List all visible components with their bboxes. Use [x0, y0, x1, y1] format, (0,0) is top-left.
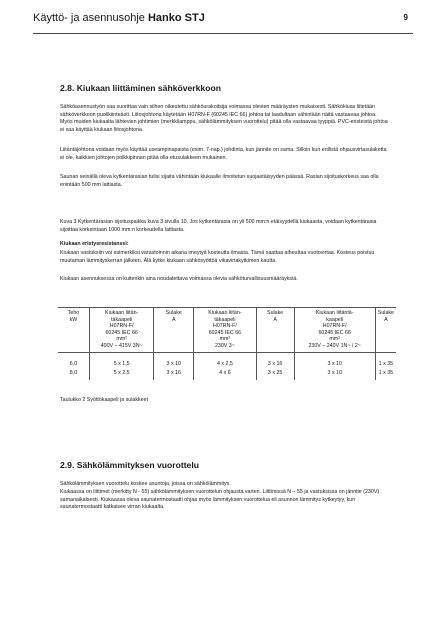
table-cell: 3 x 16	[256, 352, 294, 367]
header-fuse-400v: Sulake A	[154, 308, 194, 353]
paragraph-junction-box-location: Kuva 3 Kytkentärasian sijoituspaikka kuva 3 sivulla 10. Jos kytkentärasia on yli 500 mm:n etäisyydellä kiukaasta, voidaan kytkentärasia sijoittaa korkeintaan 1000 mm:n korkeudella lattiasta.	[60, 219, 377, 233]
paragraph-terminals: Kiukaassa on liittimet (merkitty N - 55) sähkölämmityksen vuorottelun ohjausta varten. Liittimissä N – 55 ja vastuksissa on jännite (230V) samanaikaisesti. Kiukaassa oleva saunatermostaatti ohjaa myös lämmityksen vuorottelua eli asunnon lämmitys kytkeytyy, kun saunatermostaatti katkaisee virran kiukaalta.	[60, 489, 380, 511]
header-cable-230v-3: Kiukaan liitän- täkaapeli H07RN-F/ 60245 IEC 66 mm² 230V 3~	[194, 308, 257, 353]
header-cable-400v: Kiukaan liitän- täkaapeli H07RN-F/ 60245 IEC 66 mm² 400V – 415V 3N~	[89, 308, 153, 353]
header-power: Teho kW	[58, 308, 89, 353]
table-header-row	[58, 308, 396, 353]
paragraph-insulation-resistance: Kiukaan vastuksiin voi esimerkiksi varastoinnin aikana imeytyä kosteutta ilmasta. Tämä saattaa aiheuttaa vuotovirtaa. Kosteus poistuu muutaman lämmityskerran jälkeen. Älä kytke kiukaan sähkösyöttöä vikavirtakytkimen kautta.	[60, 250, 375, 264]
paragraph-junction-box: Saunan seinällä oleva kytkentärasian tulisi sijaita vähintään kiukaalle ilmoitetun suojaetäisyyden päässä. Rasian sijoituskorkeus saa olla enintään 500 mm lattiasta.	[60, 174, 379, 188]
section-heading-2-9: 2.9. Sähkölämmityksen vuorottelu	[60, 460, 199, 470]
table-cell: 4 x 2,5	[194, 352, 257, 367]
table-row	[58, 367, 396, 380]
document-title	[33, 12, 205, 24]
table-cell: 6,0	[58, 352, 89, 367]
table-cell: 3 x 16	[154, 367, 194, 380]
table-cell: 3 x 10	[294, 367, 375, 380]
table-cell: 4 x 6	[194, 367, 257, 380]
table-cell: 3 x 25	[256, 367, 294, 380]
table-cell: 5 x 1,5	[89, 352, 153, 367]
section-heading-2-8: 2.8. Kiukaan liittäminen sähköverkkoon	[60, 83, 221, 93]
paragraph-electrical-installation: Sähköasennustyön saa suorittaa vain siihen oikeutettu sähköurakoitsija voimassa olevien määräysten mukaisesti. Sähkökiuas liitetään sähköverkkoon puolikiinteästi. Liitosjohtona käytetään H07RN-F (60245 IEC 66) johtoa tai laadultaan vähintään näitä vastaavaa johtoa. Myös muiden kiukaalta lähtevien johtimien (merkkilamppu, sähkölämmityksen vuorottelu) pitää olla vastaavaa tyyppiä. PVC-eristeistä johtoa ei saa käyttää kiukaan liitosjohtona.	[60, 104, 388, 133]
header-divider	[33, 33, 413, 34]
table-cell: 1 x 35	[378, 360, 394, 367]
cable-fuse-table	[58, 307, 396, 380]
insulation-resistance-heading: Kiukaan eristysresistanssi:	[60, 241, 129, 247]
table-cell: 8,0	[58, 367, 89, 380]
header-fuse-230v-3: Sulake A	[256, 308, 294, 353]
paragraph-multipole-cable: Liitäntäjohtona voidaan myös käyttää useampinapaista (esim. 7-nap.) johdinta, kun jännite on sama. Silloin kun erillistä ohjausvirtasulaketta ei ole, kaikkien johtojen poikkipinnan pitää olla etusulakkeen mukainen.	[60, 147, 387, 161]
table-row	[58, 352, 396, 367]
table-cell: 3 x 10	[294, 352, 375, 367]
table-cell: 5 x 2,5	[89, 367, 153, 380]
title-prefix: Käyttö- ja asennusohje	[33, 12, 145, 24]
header-fuse-230v-1n: Sulake A	[375, 308, 396, 353]
header-cable-230v-1n: Kiukaan liitäntä- kaapeli H07RN-F/ 60245 IEC 66 mm² 230V – 240V 1N~ / 2~	[294, 308, 375, 353]
table-caption: Taulukko 2 Syöttökaapeli ja sulakkeet	[60, 397, 149, 403]
paragraph-heating-alternation: Sähkölämmityksen vuorottelu koskee asuntoja, joissa on sähkölämmitys.	[60, 481, 231, 487]
paragraph-safety-regulations: Kiukaan asennuksessa on kuitenkin aina noudatettava voimassa olevia sähköturvallisuusmääräyksiä.	[60, 276, 298, 282]
page-number: 9	[403, 13, 408, 22]
table-cell: 3 x 10	[154, 352, 194, 367]
table-cell: 1 x 35	[378, 370, 394, 377]
title-product: Hanko STJ	[147, 12, 205, 24]
